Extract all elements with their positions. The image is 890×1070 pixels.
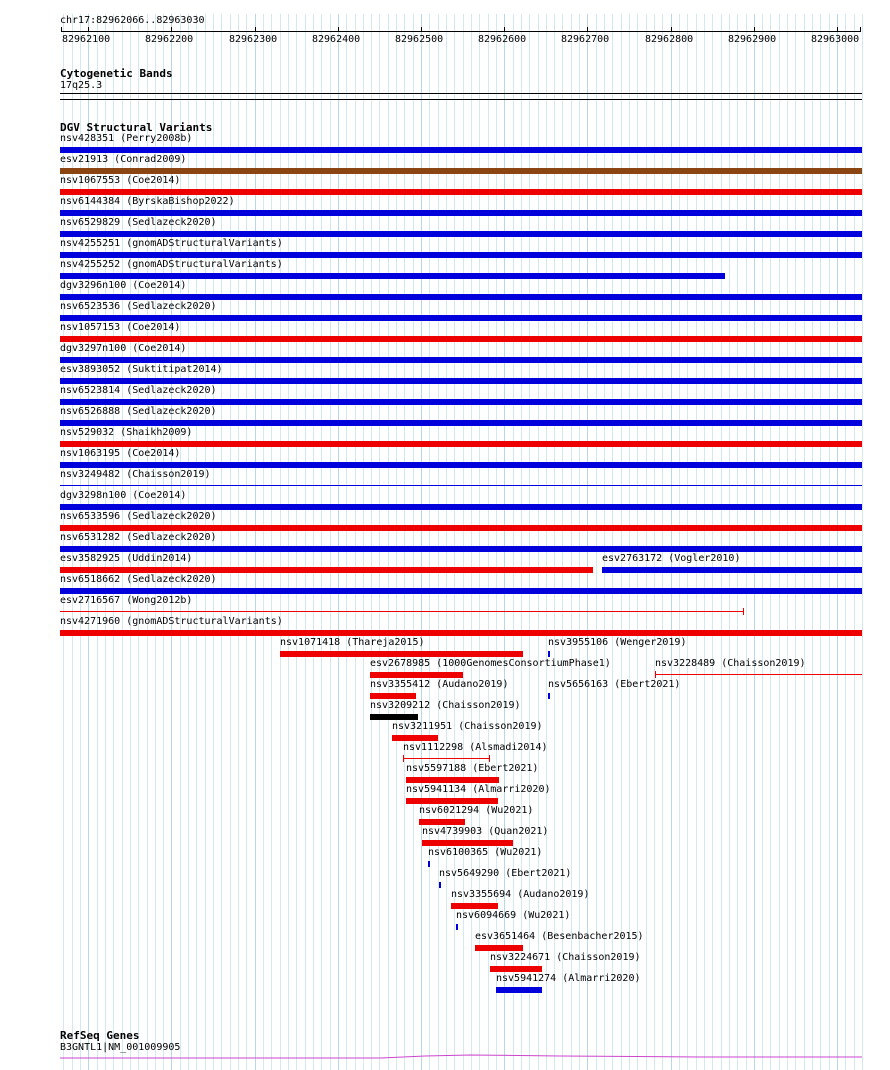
- dgv-feature-label[interactable]: dgv3296n100 (Coe2014): [60, 280, 187, 291]
- dgv-feature-bar[interactable]: [370, 672, 463, 678]
- dgv-feature-bar[interactable]: [475, 945, 523, 951]
- ruler-tick-label: 82962600: [478, 34, 527, 45]
- dgv-feature-label[interactable]: esv3893052 (Suktitipat2014): [60, 364, 223, 375]
- dgv-feature-label[interactable]: nsv3249482 (Chaisson2019): [60, 469, 211, 480]
- dgv-feature-bar[interactable]: [60, 294, 862, 300]
- dgv-feature-bar[interactable]: [60, 357, 862, 363]
- location-label: chr17:82962066..82963030: [60, 15, 205, 26]
- refseq-gene-line: [60, 1055, 862, 1058]
- dgv-feature-label[interactable]: nsv5656163 (Ebert2021): [548, 679, 681, 690]
- cytoband-bar-top: [60, 93, 862, 94]
- dgv-feature-label[interactable]: nsv4255252 (gnomADStructuralVariants): [60, 259, 283, 270]
- dgv-feature-bar[interactable]: [60, 420, 862, 426]
- dgv-feature-label[interactable]: esv2763172 (Vogler2010): [602, 553, 741, 564]
- dgv-feature-label[interactable]: nsv6533596 (Sedlazeck2020): [60, 511, 217, 522]
- ruler-tick: [671, 27, 672, 32]
- dgv-feature-label[interactable]: nsv6523536 (Sedlazeck2020): [60, 301, 217, 312]
- dgv-feature-end-tick: [489, 755, 490, 762]
- dgv-feature-bar[interactable]: [548, 693, 550, 699]
- dgv-feature-label[interactable]: dgv3298n100 (Coe2014): [60, 490, 187, 501]
- dgv-feature-bar[interactable]: [60, 567, 593, 573]
- dgv-feature-label[interactable]: nsv6529829 (Sedlazeck2020): [60, 217, 217, 228]
- dgv-feature-label[interactable]: nsv1063195 (Coe2014): [60, 448, 181, 459]
- dgv-feature-bar[interactable]: [60, 147, 862, 153]
- dgv-feature-label[interactable]: nsv529032 (Shaikh2009): [60, 427, 193, 438]
- dgv-feature-bar[interactable]: [422, 840, 513, 846]
- refseq-gene-feature[interactable]: [0, 1050, 890, 1065]
- dgv-feature-label[interactable]: nsv6144384 (ByrskaBishop2022): [60, 196, 235, 207]
- dgv-feature-label[interactable]: nsv6094669 (Wu2021): [456, 910, 571, 921]
- ruler-line: [61, 31, 861, 32]
- dgv-feature-bar[interactable]: [439, 882, 441, 888]
- dgv-feature-bar[interactable]: [60, 441, 862, 447]
- dgv-feature-label[interactable]: nsv3228489 (Chaisson2019): [655, 658, 806, 669]
- dgv-feature-bar[interactable]: [60, 231, 862, 237]
- cytoband-label[interactable]: 17q25.3: [60, 80, 103, 91]
- ruler-tick: [338, 27, 339, 32]
- dgv-feature-end-tick: [403, 755, 404, 762]
- dgv-feature-bar[interactable]: [60, 546, 862, 552]
- dgv-feature-label[interactable]: dgv3297n100 (Coe2014): [60, 343, 187, 354]
- dgv-feature-label[interactable]: nsv6531282 (Sedlazeck2020): [60, 532, 217, 543]
- dgv-feature-bar[interactable]: [602, 567, 862, 573]
- dgv-feature-bar[interactable]: [548, 651, 550, 657]
- ruler-tick: [88, 27, 89, 32]
- dgv-feature-bar[interactable]: [406, 777, 499, 783]
- dgv-feature-bar[interactable]: [60, 462, 862, 468]
- dgv-feature-bar[interactable]: [451, 903, 498, 909]
- dgv-feature-line[interactable]: [60, 485, 862, 486]
- dgv-feature-bar[interactable]: [60, 630, 862, 636]
- dgv-feature-bar[interactable]: [496, 987, 542, 993]
- dgv-feature-label[interactable]: nsv3955106 (Wenger2019): [548, 637, 687, 648]
- ruler-tick: [754, 27, 755, 32]
- dgv-feature-bar[interactable]: [60, 252, 862, 258]
- ruler-end-tick: [860, 27, 861, 32]
- dgv-feature-label[interactable]: nsv5941134 (Almarri2020): [406, 784, 551, 795]
- dgv-feature-label[interactable]: esv3651464 (Besenbacher2015): [475, 931, 644, 942]
- dgv-feature-label[interactable]: esv21913 (Conrad2009): [60, 154, 187, 165]
- dgv-feature-label[interactable]: nsv1057153 (Coe2014): [60, 322, 181, 333]
- dgv-feature-bar[interactable]: [60, 315, 862, 321]
- dgv-feature-line[interactable]: [403, 758, 490, 759]
- ruler-tick-label: 82962700: [561, 34, 610, 45]
- dgv-track-title: DGV Structural Variants: [60, 121, 213, 134]
- dgv-feature-line[interactable]: [60, 611, 744, 612]
- dgv-feature-label[interactable]: nsv3211951 (Chaisson2019): [392, 721, 543, 732]
- dgv-feature-label[interactable]: nsv1067553 (Coe2014): [60, 175, 181, 186]
- dgv-feature-label[interactable]: nsv3224671 (Chaisson2019): [490, 952, 641, 963]
- ruler-tick-label: 82963000: [811, 34, 860, 45]
- ruler-tick: [255, 27, 256, 32]
- ruler-tick: [171, 27, 172, 32]
- cytoband-bar-bottom: [60, 99, 862, 100]
- dgv-feature-label[interactable]: nsv5941274 (Almarri2020): [496, 973, 641, 984]
- dgv-feature-bar[interactable]: [60, 525, 862, 531]
- dgv-feature-bar[interactable]: [60, 378, 862, 384]
- dgv-feature-bar[interactable]: [60, 168, 862, 174]
- dgv-feature-bar[interactable]: [280, 651, 523, 657]
- dgv-feature-end-tick: [655, 671, 656, 678]
- dgv-feature-label[interactable]: nsv6100365 (Wu2021): [428, 847, 543, 858]
- dgv-feature-bar[interactable]: [60, 588, 862, 594]
- dgv-feature-line[interactable]: [655, 674, 862, 675]
- dgv-feature-bar[interactable]: [456, 924, 458, 930]
- dgv-feature-label[interactable]: nsv1112298 (Alsmadi2014): [403, 742, 548, 753]
- ruler-tick: [421, 27, 422, 32]
- dgv-feature-label[interactable]: nsv6526888 (Sedlazeck2020): [60, 406, 217, 417]
- dgv-feature-label[interactable]: nsv5649290 (Ebert2021): [439, 868, 572, 879]
- dgv-feature-label[interactable]: nsv5597188 (Ebert2021): [406, 763, 539, 774]
- ruler-tick-label: 82962800: [645, 34, 694, 45]
- dgv-feature-label[interactable]: nsv428351 (Perry2008b): [60, 133, 193, 144]
- ruler-tick: [504, 27, 505, 32]
- dgv-feature-bar[interactable]: [490, 966, 542, 972]
- ruler-tick-label: 82962300: [229, 34, 278, 45]
- dgv-feature-bar[interactable]: [60, 210, 862, 216]
- dgv-feature-label[interactable]: nsv3355412 (Audano2019): [370, 679, 509, 690]
- dgv-feature-end-tick: [743, 608, 744, 615]
- ruler-tick-label: 82962400: [312, 34, 361, 45]
- ruler-end-tick: [61, 27, 62, 32]
- dgv-feature-label[interactable]: nsv3209212 (Chaisson2019): [370, 700, 521, 711]
- dgv-feature-label[interactable]: nsv6523814 (Sedlazeck2020): [60, 385, 217, 396]
- ruler-tick-label: 82962900: [728, 34, 777, 45]
- dgv-feature-bar[interactable]: [60, 189, 862, 195]
- dgv-feature-bar[interactable]: [60, 504, 862, 510]
- dgv-feature-bar[interactable]: [60, 273, 725, 279]
- cytoband-track-title: Cytogenetic Bands: [60, 67, 173, 80]
- dgv-feature-bar[interactable]: [419, 819, 465, 825]
- dgv-feature-label[interactable]: nsv3355694 (Audano2019): [451, 889, 590, 900]
- refseq-track-title: RefSeq Genes: [60, 1029, 140, 1042]
- dgv-feature-label[interactable]: esv2678985 (1000GenomesConsortiumPhase1): [370, 658, 611, 669]
- dgv-feature-label[interactable]: nsv6021294 (Wu2021): [419, 805, 534, 816]
- ruler-tick: [587, 27, 588, 32]
- dgv-feature-bar[interactable]: [370, 693, 416, 699]
- ruler-tick-label: 82962500: [395, 34, 444, 45]
- dgv-feature-label[interactable]: esv2716567 (Wong2012b): [60, 595, 193, 606]
- ruler-tick-label: 82962200: [145, 34, 194, 45]
- dgv-feature-label[interactable]: nsv6518662 (Sedlazeck2020): [60, 574, 217, 585]
- ruler-tick: [837, 27, 838, 32]
- dgv-feature-label[interactable]: nsv4271960 (gnomADStructuralVariants): [60, 616, 283, 627]
- dgv-feature-bar[interactable]: [428, 861, 430, 867]
- dgv-feature-label[interactable]: esv3582925 (Uddin2014): [60, 553, 193, 564]
- dgv-feature-label[interactable]: nsv4255251 (gnomADStructuralVariants): [60, 238, 283, 249]
- dgv-feature-label[interactable]: nsv4739903 (Quan2021): [422, 826, 549, 837]
- dgv-feature-bar[interactable]: [392, 735, 438, 741]
- dgv-feature-bar[interactable]: [370, 714, 418, 720]
- dgv-feature-label[interactable]: nsv1071418 (Thareja2015): [280, 637, 425, 648]
- dgv-feature-bar[interactable]: [60, 399, 862, 405]
- ruler-tick-label: 82962100: [62, 34, 111, 45]
- dgv-feature-bar[interactable]: [406, 798, 498, 804]
- dgv-feature-bar[interactable]: [60, 336, 862, 342]
- refseq-gene-label[interactable]: B3GNTL1|NM_001009905: [60, 1042, 181, 1053]
